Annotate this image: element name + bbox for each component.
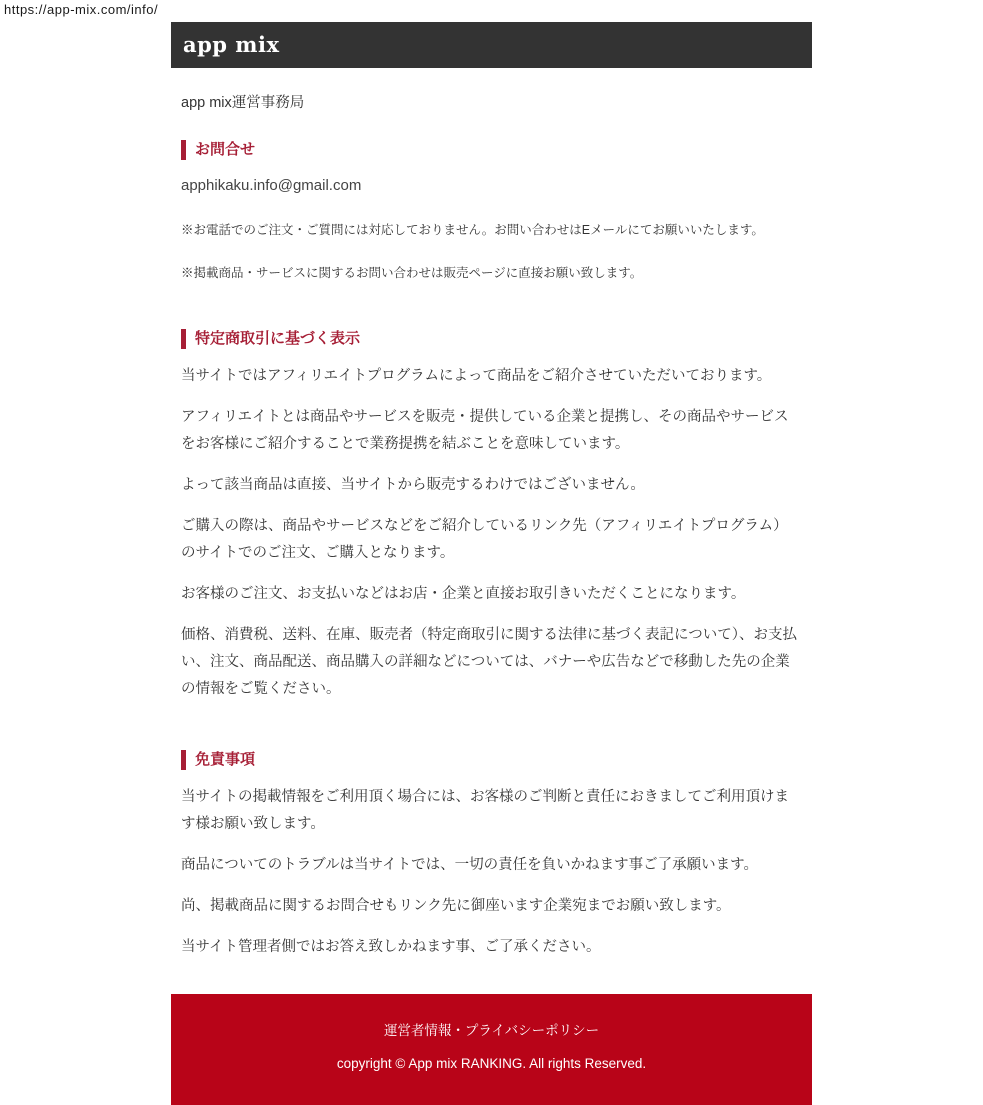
operator-name: app mix運営事務局 <box>181 95 305 111</box>
paragraph: ご購入の際は、商品やサービスなどをご紹介しているリンク先（アフィリエイトプログラム）のサイトでのご注文、ご購入となります。 <box>181 518 788 561</box>
paragraph: 当サイトではアフィリエイトプログラムによって商品をご紹介させていただいております。 <box>181 368 772 384</box>
contact-note: ※お電話でのご注文・ご質問には対応しておりません。お問い合わせはEメールにてお願いいたします。 <box>181 223 764 237</box>
paragraph: よって該当商品は直接、当サイトから販売するわけではございません。 <box>181 477 645 493</box>
site-header <box>171 22 812 68</box>
contact-note: ※掲載商品・サービスに関するお問い合わせは販売ページに直接お願い致します。 <box>181 266 643 280</box>
page-container <box>171 0 812 1105</box>
section-heading-contact: お問合せ <box>181 140 802 160</box>
browser-url: https://app-mix.com/info/ <box>4 2 159 17</box>
paragraph: 価格、消費税、送料、在庫、販売者（特定商取引に関する法律に基づく表記について）、お支払い、注文、商品配送、商品購入の詳細などについては、バナーや広告などで移動した先の企業の情報をご覧ください。 <box>181 627 797 697</box>
contact-email: apphikaku.info@gmail.com <box>181 177 362 194</box>
paragraph: お客様のご注文、お支払いなどはお店・企業と直接お取引きいただくことになります。 <box>181 586 746 602</box>
main-content <box>171 93 812 961</box>
site-title: app mix <box>183 32 280 57</box>
paragraph: 尚、掲載商品に関するお問合せもリンク先に御座います企業宛までお願い致します。 <box>181 898 731 914</box>
paragraph: 当サイトの掲載情報をご利用頂く場合には、お客様のご判断と責任におきましてご利用頂けます様お願い致します。 <box>181 789 789 832</box>
footer-copyright: copyright © App mix RANKING. All rights Reserved. <box>336 1056 647 1071</box>
footer-privacy-policy-link[interactable]: 運営者情報・プライバシーポリシー <box>383 1023 600 1038</box>
section-heading-tokutei: 特定商取引に基づく表示 <box>181 329 802 349</box>
paragraph: アフィリエイトとは商品やサービスを販売・提供している企業と提携し、その商品やサービスをお客様にご紹介することで業務提携を結ぶことを意味しています。 <box>181 409 789 452</box>
paragraph: 当サイト管理者側ではお答え致しかねます事、ご了承ください。 <box>181 939 601 955</box>
paragraph: 商品についてのトラブルは当サイトでは、一切の責任を負いかねます事ご了承願います。 <box>181 857 758 873</box>
section-heading-disclaimer: 免責事項 <box>181 750 802 770</box>
site-footer <box>171 994 812 1105</box>
